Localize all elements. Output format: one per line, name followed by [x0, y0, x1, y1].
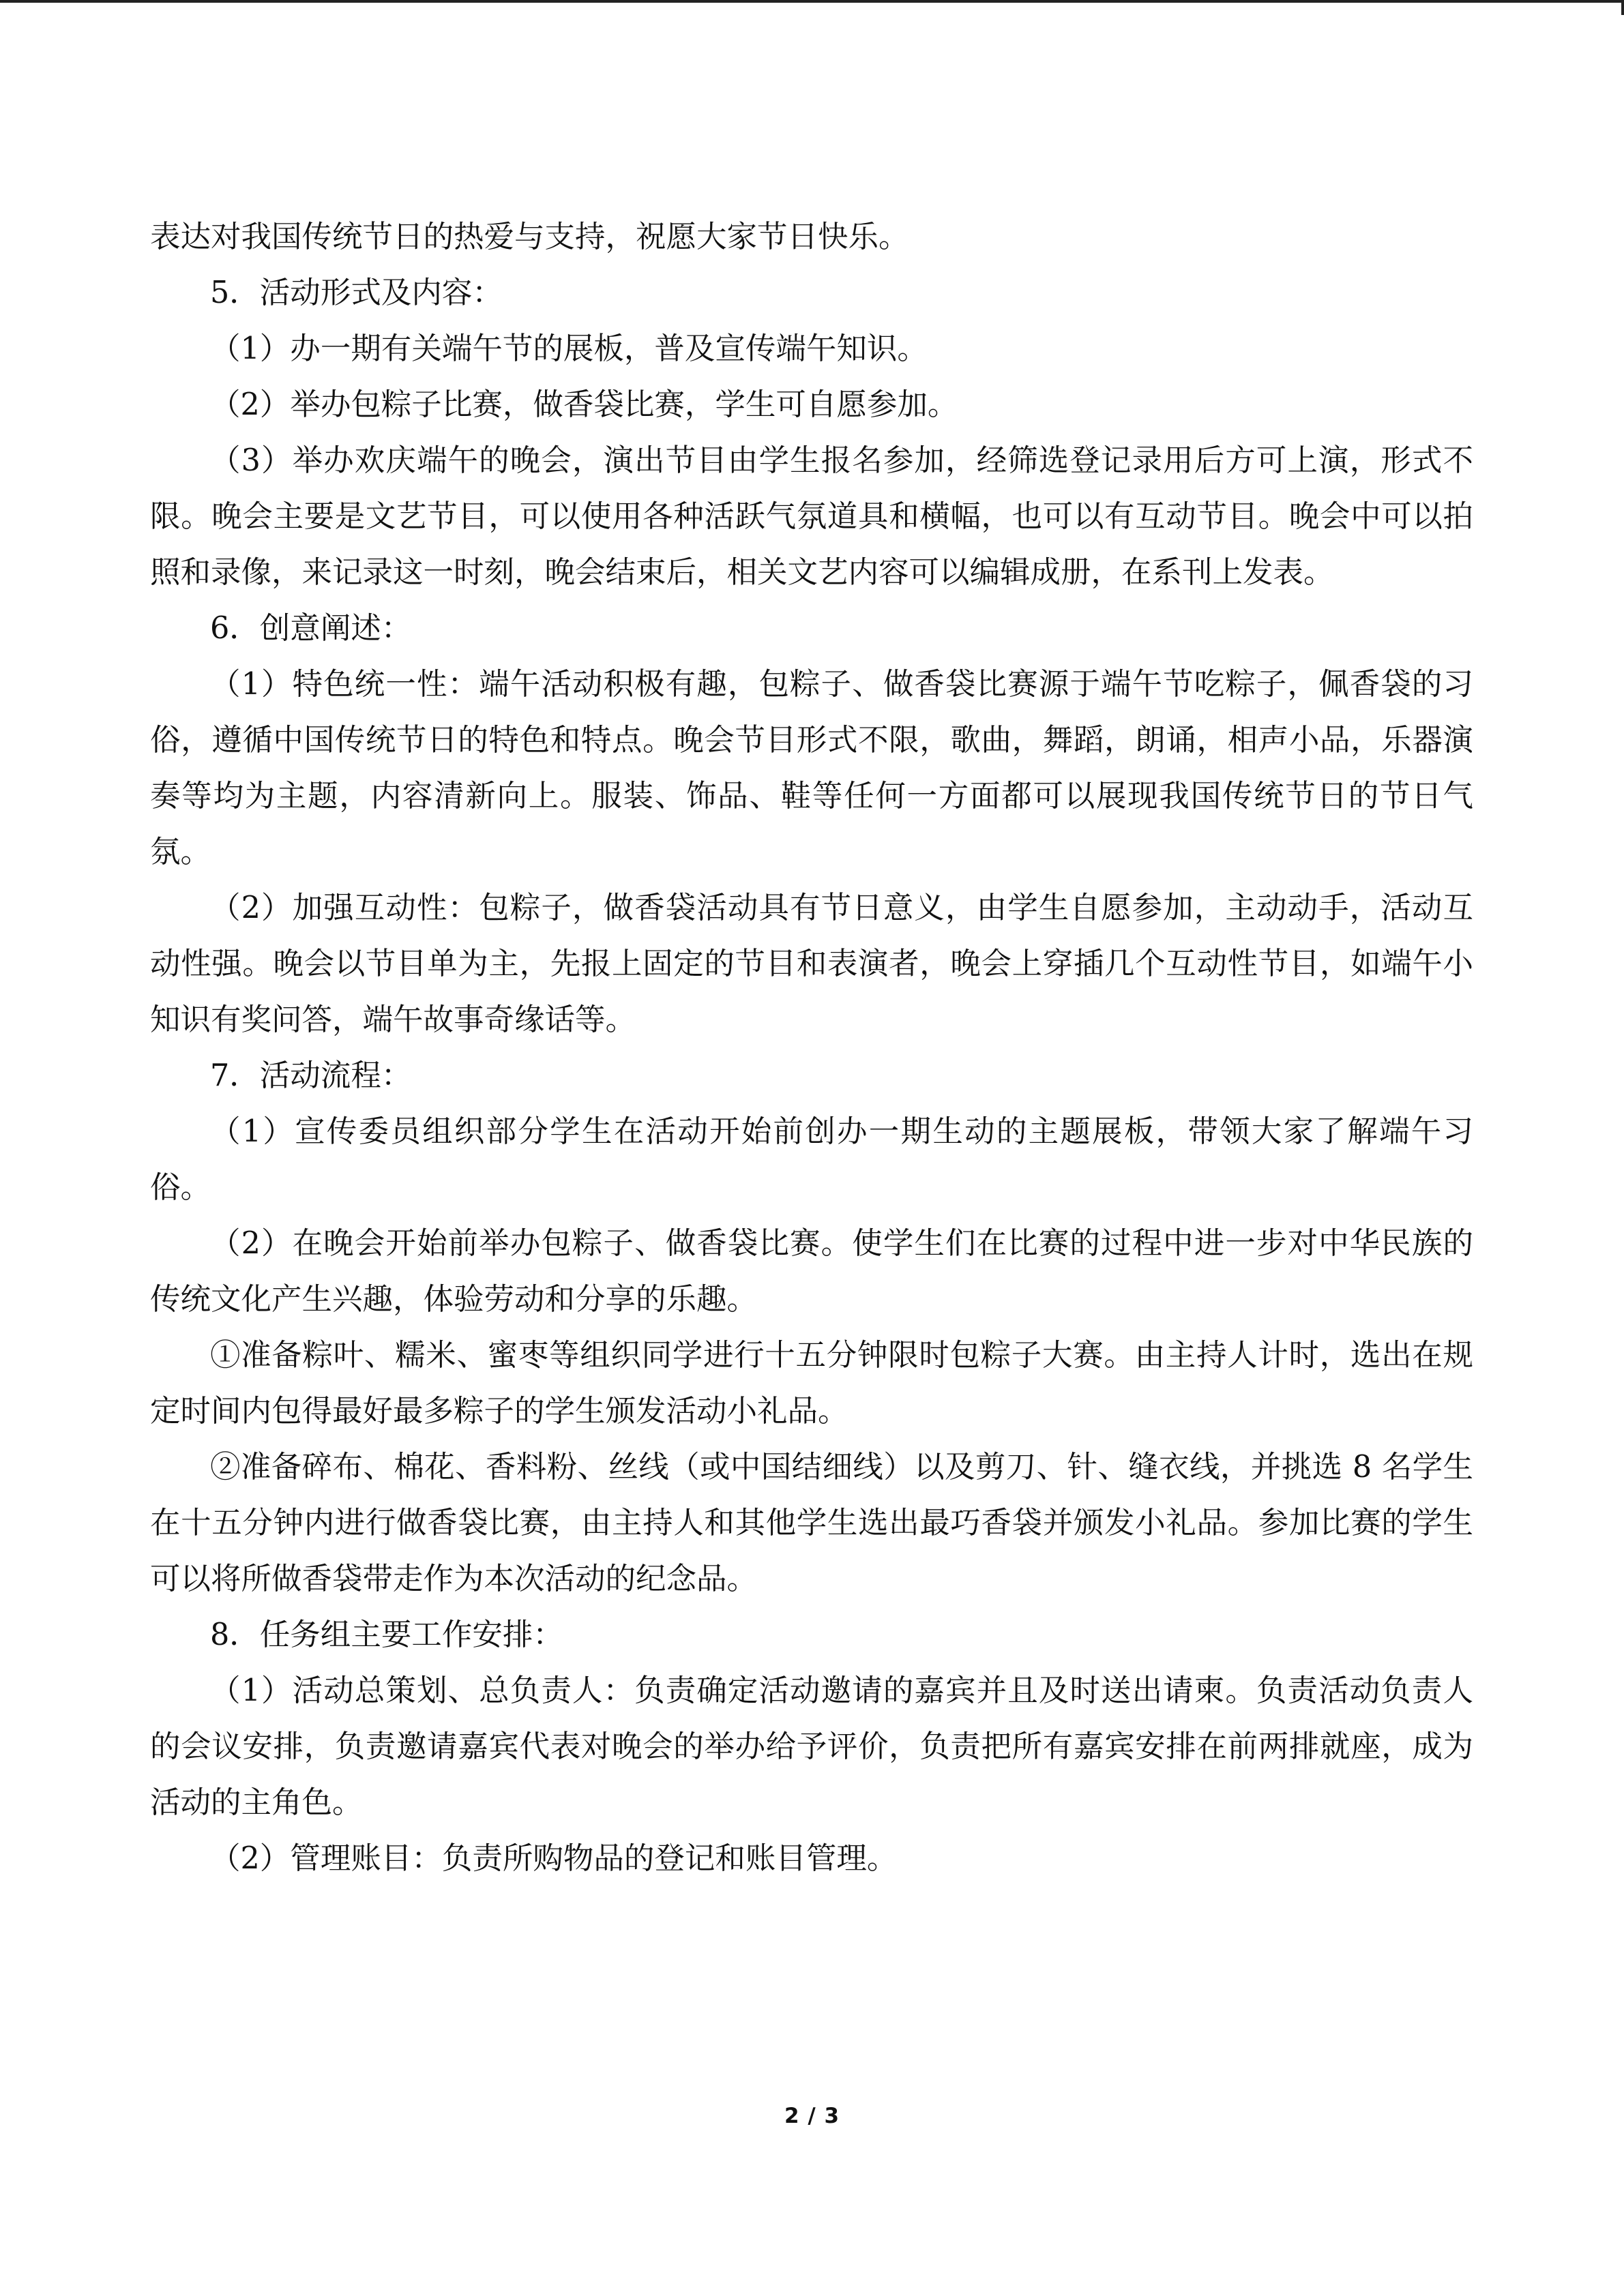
paragraph-item: （1）特色统一性：端午活动积极有趣，包粽子、做香袋比赛源于端午节吃粽子，佩香袋的习俗，遵循中国传统节日的特色和特点。晚会节目形式不限，歌曲，舞蹈，朗诵，相声小品，乐器演奏等均为主题，内容清新向上。服装、饰品、鞋等任何一方面都可以展现我国传统节日的节日气氛。	[150, 667, 1473, 869]
paragraph-item: （2）管理账目：负责所购物品的登记和账目管理。	[210, 1841, 898, 1876]
section-heading-creative: 6．创意阐述：	[210, 611, 412, 646]
page-top-border	[0, 0, 1624, 3]
document-body	[150, 209, 1473, 1887]
page-corner-mark	[1621, 0, 1624, 15]
paragraph-item: （1）办一期有关端午节的展板，普及宣传端午知识。	[210, 331, 928, 366]
paragraph-continuation: 表达对我国传统节日的热爱与支持，祝愿大家节日快乐。	[150, 220, 909, 254]
section-heading-activity-form: 5．活动形式及内容：	[210, 275, 503, 310]
paragraph-item: （2）在晚会开始前举办包粽子、做香袋比赛。使学生们在比赛的过程中进一步对中华民族的传统文化产生兴趣，体验劳动和分享的乐趣。	[150, 1226, 1473, 1317]
section-heading-tasks: 8．任务组主要工作安排：	[210, 1617, 563, 1652]
section-heading-process: 7．活动流程：	[210, 1058, 412, 1093]
paragraph-item: （2）加强互动性：包粽子，做香袋活动具有节日意义，由学生自愿参加，主动动手，活动互动性强。晚会以节目单为主，先报上固定的节目和表演者，晚会上穿插几个互动性节目，如端午小知识有奖问答，端午故事奇缘话等。	[150, 891, 1473, 1037]
paragraph-subitem: ②准备碎布、棉花、香料粉、丝线（或中国结细线）以及剪刀、针、缝衣线，并挑选 8 名学生在十五分钟内进行做香袋比赛，由主持人和其他学生选出最巧香袋并颁发小礼品。参加比赛的学生可以将所做香袋带走作为本次活动的纪念品。	[150, 1450, 1473, 1596]
paragraph-item: （1）宣传委员组织部分学生在活动开始前创办一期生动的主题展板，带领大家了解端午习俗。	[150, 1114, 1473, 1205]
paragraph-item: （3）举办欢庆端午的晚会，演出节目由学生报名参加，经筛选登记录用后方可上演，形式不限。晚会主要是文艺节目，可以使用各种活跃气氛道具和横幅，也可以有互动节目。晚会中可以拍照和录像，来记录这一时刻，晚会结束后，相关文艺内容可以编辑成册，在系刊上发表。	[150, 443, 1473, 590]
page-number: 2 / 3	[784, 2104, 840, 2128]
paragraph-item: （2）举办包粽子比赛，做香袋比赛，学生可自愿参加。	[210, 387, 958, 422]
paragraph-subitem: ①准备粽叶、糯米、蜜枣等组织同学进行十五分钟限时包粽子大赛。由主持人计时，选出在规定时间内包得最好最多粽子的学生颁发活动小礼品。	[150, 1338, 1473, 1429]
paragraph-item: （1）活动总策划、总负责人：负责确定活动邀请的嘉宾并且及时送出请柬。负责活动负责人的会议安排，负责邀请嘉宾代表对晚会的举办给予评价，负责把所有嘉宾安排在前两排就座，成为活动的主角色。	[150, 1673, 1473, 1820]
